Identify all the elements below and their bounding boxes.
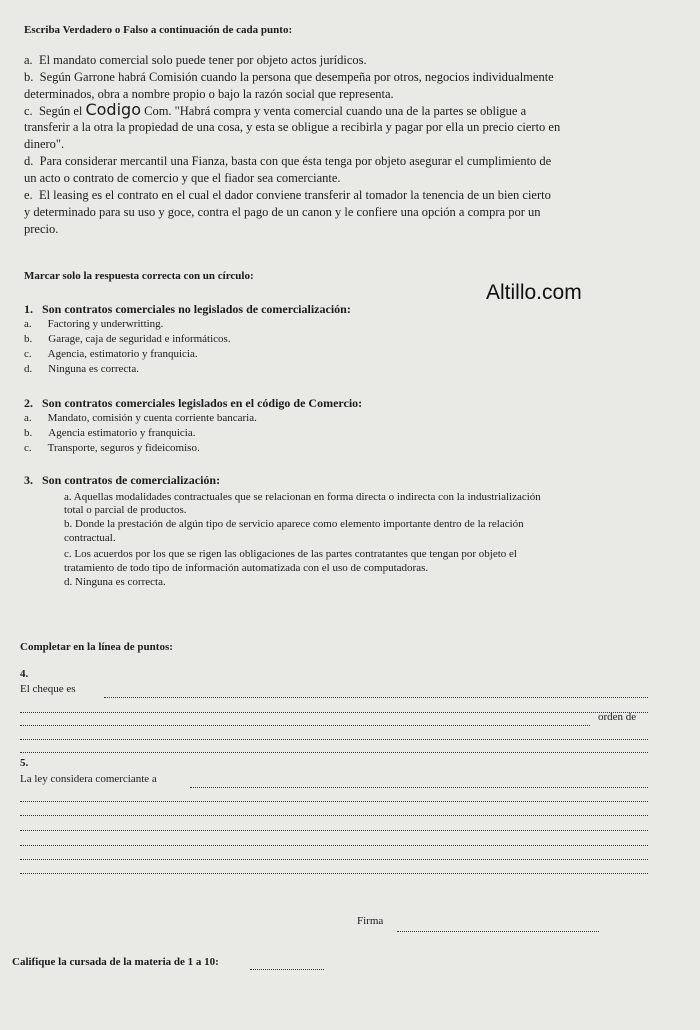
- q1-title: Son contratos comerciales no legislados de comercialización:: [42, 302, 351, 316]
- item-a: [24, 52, 367, 69]
- q4-answer-line-5[interactable]: [20, 752, 648, 753]
- item-c-letter: c.: [24, 104, 33, 118]
- q5-answer-line-7[interactable]: [20, 873, 648, 874]
- q1-option-d: [24, 363, 139, 375]
- section2-heading: Marcar solo la respuesta correcta con un círculo:: [24, 270, 254, 282]
- item-d-letter: d.: [24, 154, 34, 168]
- item-c-pre: Según el: [38, 104, 83, 118]
- q1-option-c: [24, 348, 198, 360]
- q2-option-a: [24, 412, 257, 424]
- firma-line[interactable]: [397, 931, 599, 932]
- q3-option-d: d. Ninguna es correcta.: [64, 576, 166, 588]
- q2-heading: [24, 396, 362, 411]
- item-a-text: El mandato comercial solo puede tener por objeto actos jurídicos.: [38, 53, 367, 67]
- q3-option-b-line2: contractual.: [64, 532, 116, 544]
- q3-option-a-line2: total o parcial de productos.: [64, 504, 187, 516]
- q1-option-d-text: Ninguna es correcta.: [48, 363, 139, 375]
- q3-option-a-line1: a. Aquellas modalidades contractuales que se relacionan en forma directa o indirecta con la industrialización: [64, 491, 541, 503]
- q2-option-c-letter: c.: [24, 442, 32, 454]
- item-a-letter: a.: [24, 53, 33, 67]
- q4-answer-line-4[interactable]: [20, 739, 648, 740]
- q2-title: Son contratos comerciales legislados en el código de Comercio:: [42, 396, 363, 410]
- section1-heading: Escriba Verdadero o Falso a continuación de cada punto:: [24, 24, 293, 36]
- q3-option-b-line1: b. Donde la prestación de algún tipo de servicio aparece como elemento importante dentro de la relación: [64, 518, 524, 530]
- q5-answer-line-2[interactable]: [20, 801, 648, 802]
- firma-label: Firma: [357, 915, 384, 927]
- q1-option-b: [24, 333, 231, 345]
- q3-number: 3.: [24, 473, 33, 487]
- item-c-line1: [24, 101, 526, 120]
- item-c-line3: dinero".: [24, 137, 65, 151]
- q5-answer-line-1[interactable]: [190, 787, 648, 788]
- section3-heading: Completar en la línea de puntos:: [20, 641, 173, 653]
- q4-answer-line-2[interactable]: [20, 712, 648, 713]
- item-e-text1: El leasing es el contrato en el cual el dador conviene transferir al tomador la tenencia de un bien cierto: [38, 188, 551, 202]
- q2-option-b-text: Agencia estimatorio y franquicia.: [48, 427, 196, 439]
- q5-label: La ley considera comerciante a: [20, 773, 157, 785]
- q4-answer-line-1[interactable]: [104, 697, 648, 698]
- q1-number: 1.: [24, 302, 33, 316]
- q1-option-a-letter: a.: [24, 318, 32, 330]
- q4-orden-de: orden de: [598, 711, 637, 723]
- q3-heading: [24, 473, 220, 488]
- q5-answer-line-3[interactable]: [20, 815, 648, 816]
- q3-option-c-line2: tratamiento de todo tipo de información automatizada con el uso de computadoras.: [64, 562, 429, 574]
- item-b-letter: b.: [24, 70, 34, 84]
- q1-option-a-text: Factoring y underwritting.: [47, 318, 164, 330]
- q5-number: 5.: [20, 757, 29, 769]
- califique-line[interactable]: [250, 969, 324, 970]
- watermark: Altillo.com: [486, 281, 582, 304]
- item-e-line1: [24, 187, 551, 204]
- q4-answer-line-3[interactable]: [20, 725, 590, 726]
- q4-label: El cheque es: [20, 683, 76, 695]
- item-e-line2: y determinado para su uso y goce, contra el pago de un canon y le confiere una opción a compra por un: [24, 205, 541, 219]
- q1-option-b-letter: b.: [24, 333, 33, 345]
- q2-option-b-letter: b.: [24, 427, 33, 439]
- q2-option-a-text: Mandato, comisión y cuenta corriente bancaria.: [47, 412, 257, 424]
- califique-label: Califique la cursada de la materia de 1 a 10:: [12, 956, 219, 968]
- item-b-line2: determinados, obra a nombre propio o bajo la razón social que representa.: [24, 87, 394, 101]
- item-e-letter: e.: [24, 188, 33, 202]
- item-b-text1: Según Garrone habrá Comisión cuando la persona que desempeña por otros, negocios individualmente: [39, 70, 554, 84]
- item-d-text1: Para considerar mercantil una Fianza, basta con que ésta tenga por objeto asegurar el cumplimiento de: [39, 154, 552, 168]
- q2-option-c: [24, 442, 200, 454]
- handwritten-word: Codigo: [85, 100, 141, 119]
- q1-option-d-letter: d.: [24, 363, 33, 375]
- q1-option-b-text: Garage, caja de seguridad e informáticos.: [48, 333, 231, 345]
- q1-heading: [24, 302, 351, 317]
- item-c-line2: transferir a la otra la propiedad de una cosa, y esta se obligue a recibirla y pagar por ella un precio cierto en: [24, 120, 561, 134]
- item-d-line1: [24, 153, 551, 170]
- item-c-post: Com. "Habrá compra y venta comercial cuando una de la partes se obligue a: [144, 104, 527, 118]
- q5-answer-line-4[interactable]: [20, 830, 648, 831]
- item-b-line1: [24, 69, 554, 86]
- item-e-line3: precio.: [24, 222, 59, 236]
- q2-option-a-letter: a.: [24, 412, 32, 424]
- q1-option-c-letter: c.: [24, 348, 32, 360]
- q1-option-a: [24, 318, 163, 330]
- item-d-line2: un acto o contrato de comercio y que el fiador sea comerciante.: [24, 171, 341, 185]
- q2-option-b: [24, 427, 195, 439]
- q5-answer-line-5[interactable]: [20, 845, 648, 846]
- q1-option-c-text: Agencia, estimatorio y franquicia.: [47, 348, 198, 360]
- q4-number: 4.: [20, 668, 29, 680]
- q3-option-c-line1: c. Los acuerdos por los que se rigen las obligaciones de las partes contratantes que tengan por objeto el: [64, 548, 517, 560]
- q2-option-c-text: Transporte, seguros y fideicomiso.: [47, 442, 200, 454]
- q5-answer-line-6[interactable]: [20, 859, 648, 860]
- q2-number: 2.: [24, 396, 33, 410]
- q3-title: Son contratos de comercialización:: [42, 473, 221, 487]
